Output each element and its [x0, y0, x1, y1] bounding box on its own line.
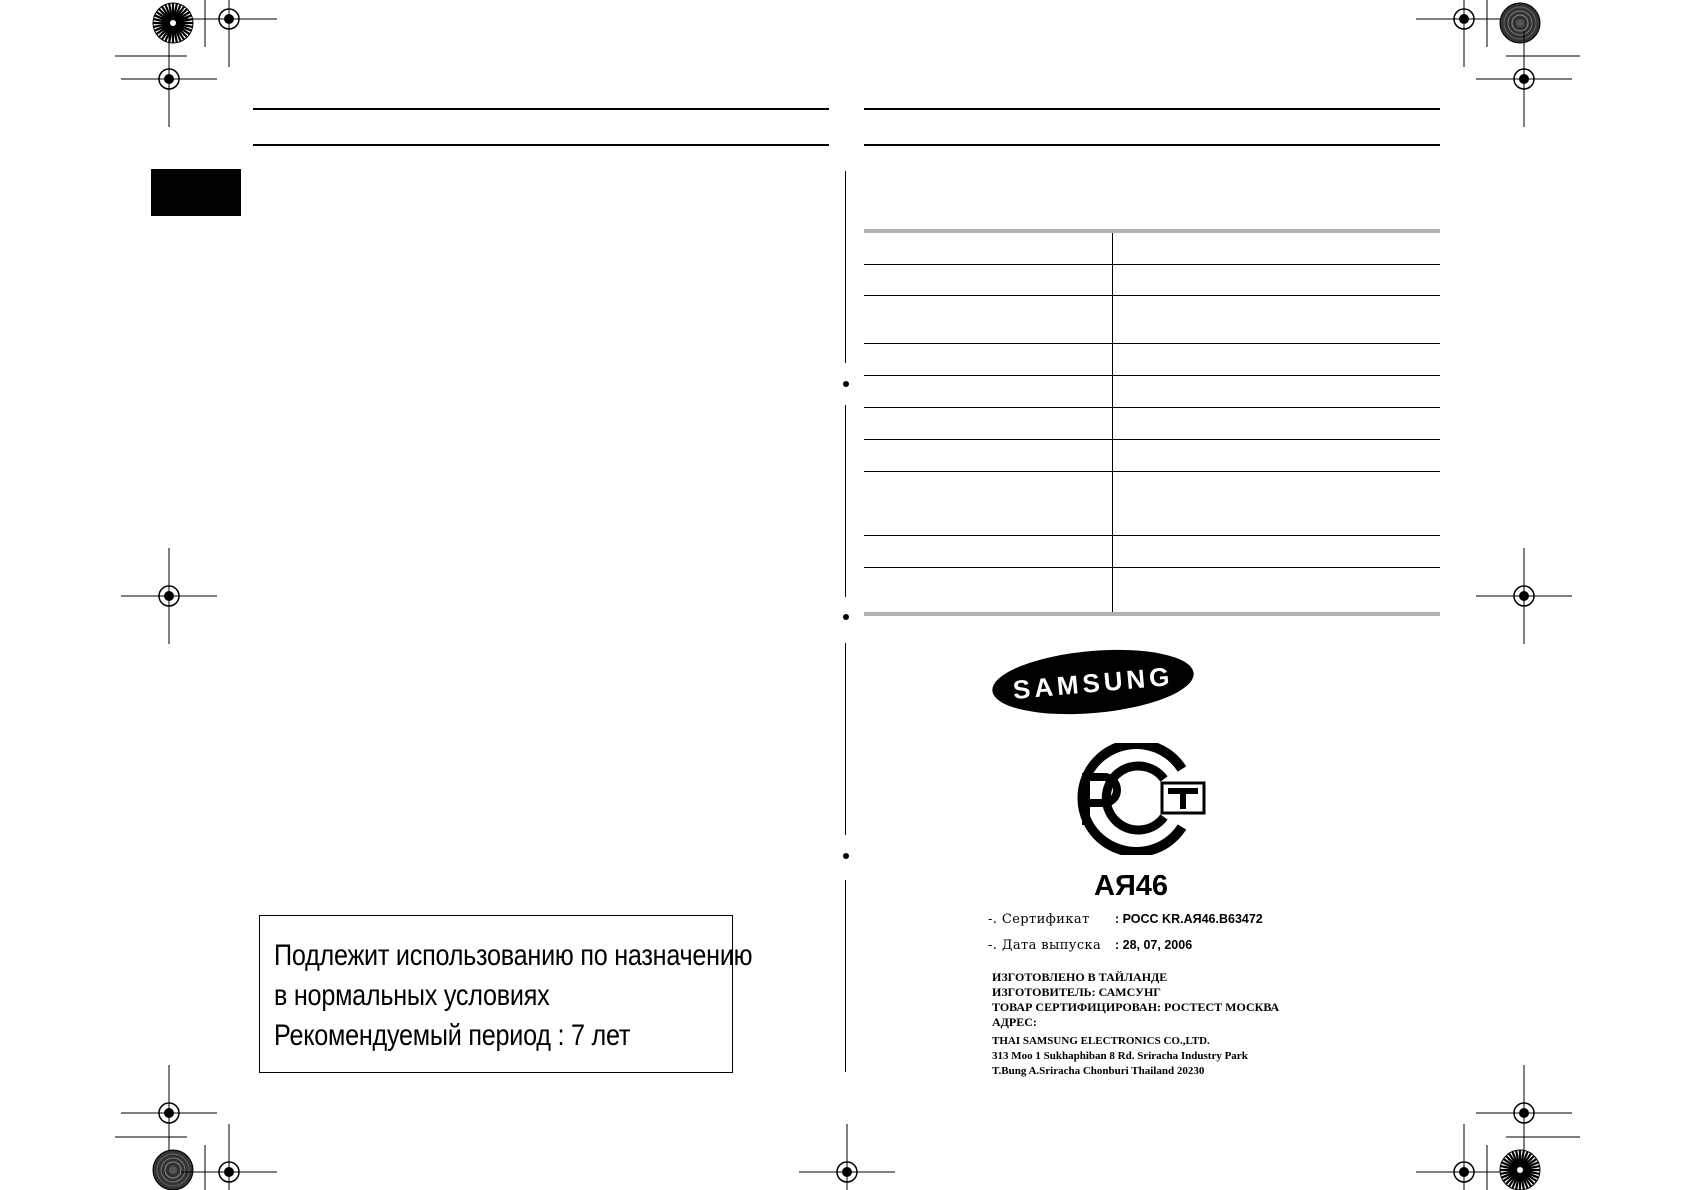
certificate-label: -. Сертификат	[988, 912, 1090, 927]
pct-certification-mark	[1064, 743, 1214, 855]
release-date-value: : 28, 07, 2006	[1115, 938, 1193, 952]
spec-table-bottom-rule	[864, 612, 1440, 616]
fold-line-2	[845, 405, 846, 597]
left-header-rule-bottom	[253, 144, 829, 146]
warranty-notice-box	[259, 915, 753, 1073]
release-date-row	[988, 937, 1193, 953]
fold-dot-2	[843, 614, 849, 620]
fold-line-3	[845, 643, 846, 835]
warranty-line-1: Подлежит использованию по назначению	[274, 939, 753, 972]
right-header-rule-top	[864, 108, 1440, 110]
certification-code: АЯ46	[1094, 870, 1169, 902]
made-in-line: ИЗГОТОВЛЕНО В ТАЙЛАНДЕ	[992, 970, 1168, 984]
address-line-3: T.Bung A.Sriracha Chonburi Thailand 20230	[992, 1065, 1205, 1077]
maker-line: ИЗГОТОВИТЕЛЬ: САМСУНГ	[992, 985, 1161, 999]
table-row-line	[864, 264, 1440, 265]
table-row-line	[864, 375, 1440, 376]
samsung-logo	[990, 646, 1196, 718]
table-row-line	[864, 439, 1440, 440]
fold-dot-1	[843, 381, 849, 387]
table-row-line	[864, 567, 1440, 568]
certified-by-line: ТОВАР СЕРТИФИЦИРОВАН: РОСТЕСТ МОСКВА	[992, 1000, 1280, 1014]
language-tab	[151, 169, 241, 216]
certificate-row	[988, 911, 1263, 927]
spec-table-top-rule	[864, 229, 1440, 233]
address-line-2: 313 Moo 1 Sukhaphiban 8 Rd. Sriracha Industry Park	[992, 1050, 1248, 1062]
table-row-line	[864, 295, 1440, 296]
samsung-logo-text: SAMSUNG	[1011, 661, 1175, 705]
address-line-1: THAI SAMSUNG ELECTRONICS CO.,LTD.	[992, 1035, 1210, 1047]
table-row-line	[864, 535, 1440, 536]
left-header-rule-top	[253, 108, 829, 110]
release-date-label: -. Дата выпуска	[988, 938, 1102, 953]
table-row-line	[864, 471, 1440, 472]
fold-line-4	[845, 880, 846, 1072]
certificate-value: : РОСС KR.АЯ46.B63472	[1115, 912, 1263, 926]
fold-dot-3	[843, 853, 849, 859]
right-header-rule-bottom	[864, 144, 1440, 146]
warranty-line-3: Рекомендуемый период : 7 лет	[274, 1019, 631, 1052]
address-label: АДРЕС:	[992, 1015, 1037, 1029]
table-row-line	[864, 407, 1440, 408]
table-row-line	[864, 343, 1440, 344]
fold-line-1	[845, 171, 846, 363]
warranty-line-2: в нормальных условиях	[274, 979, 550, 1012]
spec-table-divider	[1112, 233, 1113, 612]
